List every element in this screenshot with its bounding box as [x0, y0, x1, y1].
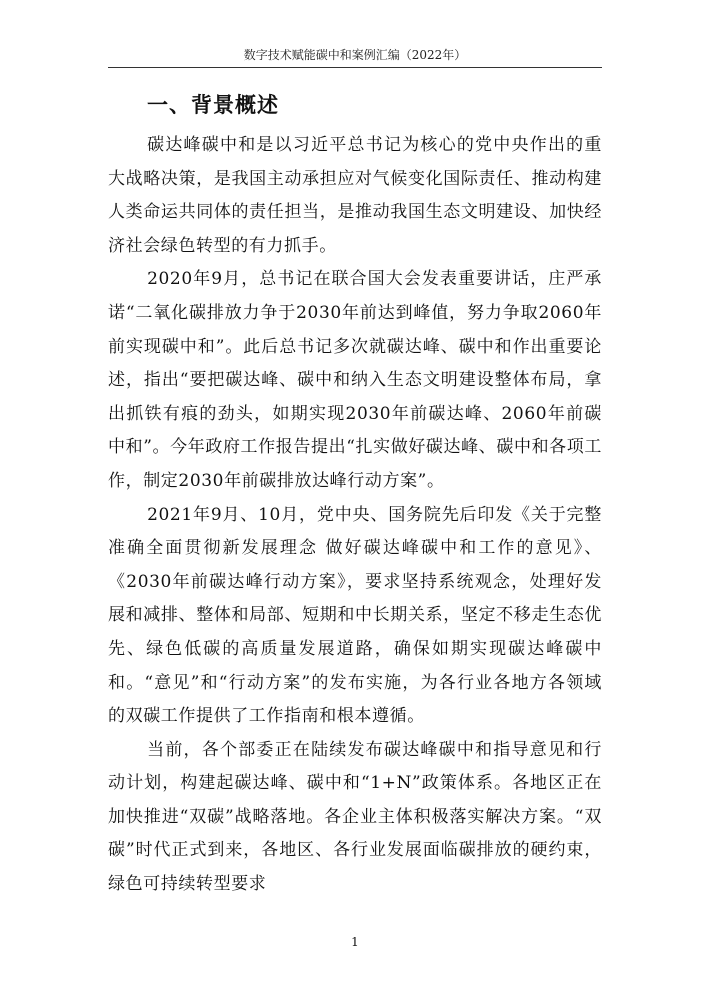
page-number: 1 — [351, 935, 359, 949]
paragraph-4: 当前，各个部委正在陆续发布碳达峰碳中和指导意见和行动计划，构建起碳达峰、碳中和“1+N”政策体系。各地区正在加快推进“双碳”战略落地。各企业主体积极落实解决方案。“双碳”时代正式到来，各地区、各行业发展面临碳排放的硬约束，绿色可持续转型要求 — [108, 739, 602, 895]
paragraph-2: 2020年9月，总书记在联合国大会发表重要讲话，庄严承诺“二氧化碳排放力争于2030年前达到峰值，努力争取2060年前实现碳中和”。此后总书记多次就碳达峰、碳中和作出重要论述，指出“要把碳达峰、碳中和纳入生态文明建设整体布局，拿出抓铁有痕的劲头，如期实现2030年前碳达峰、2060年前碳中和”。今年政府工作报告提出“扎实做好碳达峰、碳中和各项工作，制定2030年前碳排放达峰行动方案”。 — [108, 269, 602, 491]
running-header: 数字技术赋能碳中和案例汇编（2022年） — [243, 48, 467, 62]
header-rule — [108, 67, 602, 68]
paragraph-3: 2021年9月、10月，党中央、国务院先后印发《关于完整准确全面贯彻新发展理念 做好碳达峰碳中和工作的意见》、《2030年前碳达峰行动方案》，要求坚持系统观念，处理好发展和减排、整体和局部、短期和中长期关系，坚定不移走生态优先、绿色低碳的高质量发展道路，确保如期实现碳达峰碳中和。“意见”和“行动方案”的发布实施，为各行业各地方各领域的双碳工作提供了工作指南和根本遵循。 — [108, 504, 602, 727]
section-heading: 一、背景概述 — [147, 93, 279, 117]
paragraph-1: 碳达峰碳中和是以习近平总书记为核心的党中央作出的重大战略决策，是我国主动承担应对气候变化国际责任、推动构建人类命运共同体的责任担当，是推动我国生态文明建设、加快经济社会绿色转型的有力抓手。 — [108, 135, 602, 256]
body-text — [108, 129, 602, 902]
